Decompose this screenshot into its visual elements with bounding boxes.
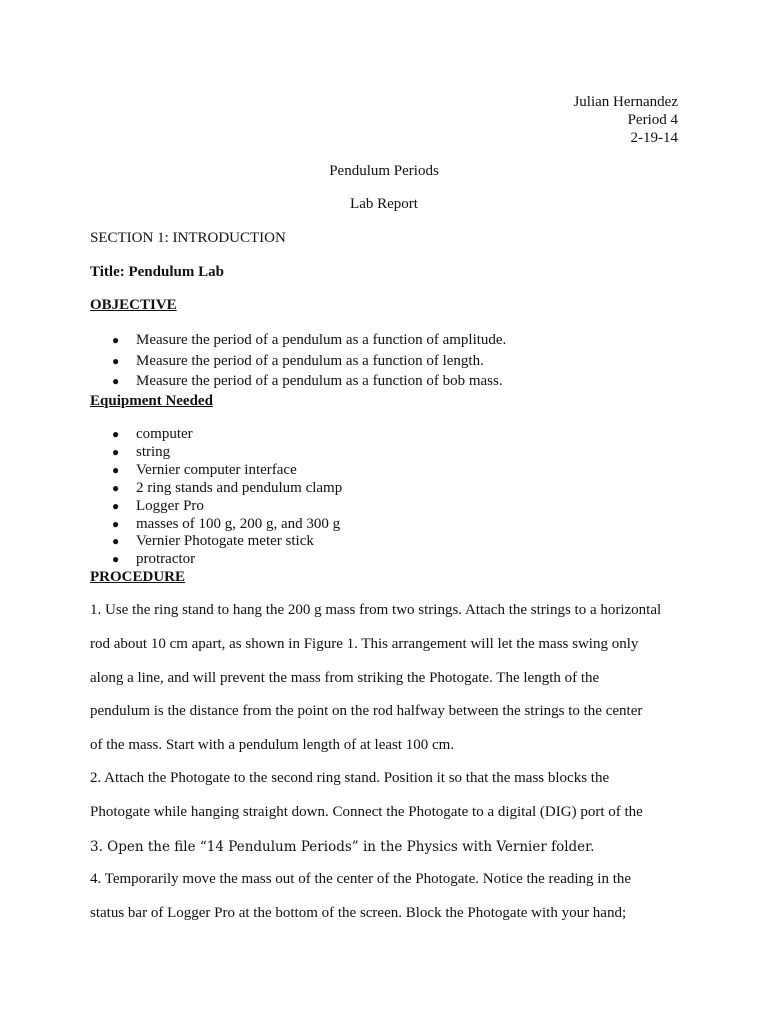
list-item: ● string: [112, 443, 171, 460]
bullet-icon: ●: [112, 552, 120, 567]
procedure-line: 3. Open the file “14 Pendulum Periods” in the Physics with Vernier folder.: [90, 839, 595, 855]
list-item: ● Logger Pro: [112, 497, 204, 514]
document-subtitle: Lab Report: [350, 196, 418, 212]
list-item: ● Vernier computer interface: [112, 461, 297, 478]
bullet-icon: ●: [112, 498, 120, 513]
procedure-heading: PROCEDURE: [90, 569, 186, 585]
author-header: [573, 93, 678, 147]
class-period: Period 4: [627, 112, 678, 128]
objective-heading: OBJECTIVE: [90, 297, 177, 313]
equipment-list: [90, 426, 342, 569]
section-heading: SECTION 1: INTRODUCTION: [90, 230, 286, 246]
procedure-line: rod about 10 cm apart, as shown in Figure 1. This arrangement will let the mass swing only: [90, 636, 639, 652]
procedure-line: status bar of Logger Pro at the bottom of the screen. Block the Photogate with your hand;: [90, 905, 627, 921]
procedure-line: along a line, and will prevent the mass from striking the Photogate. The length of the: [90, 670, 600, 686]
lab-title: Title: Pendulum Lab: [90, 264, 224, 280]
list-item: ● computer: [112, 426, 193, 442]
list-item: ● Vernier Photogate meter stick: [112, 533, 314, 550]
list-item: ● 2 ring stands and pendulum clamp: [112, 479, 343, 496]
bullet-icon: ●: [112, 333, 120, 347]
procedure-line: 2. Attach the Photogate to the second ring stand. Position it so that the mass blocks the: [90, 770, 610, 786]
list-item: ● Measure the period of a pendulum as a function of length.: [90, 351, 506, 372]
list-item: ● protractor: [112, 551, 196, 568]
list-item: ● masses of 100 g, 200 g, and 300 g: [112, 515, 341, 532]
report-date: 2-19-14: [630, 130, 678, 146]
bullet-icon: ●: [112, 444, 120, 459]
procedure-line: Photogate while hanging straight down. Connect the Photogate to a digital (DIG) port of the: [90, 804, 643, 820]
equipment-heading: Equipment Needed: [90, 393, 213, 409]
bullet-icon: ●: [112, 374, 120, 388]
document-title: Pendulum Periods: [329, 163, 439, 179]
procedure-line: pendulum is the distance from the point on the rod halfway between the strings to the center: [90, 703, 643, 719]
bullet-icon: ●: [112, 353, 120, 368]
objective-list: [90, 330, 506, 392]
procedure-line: of the mass. Start with a pendulum length of at least 100 cm.: [90, 737, 455, 753]
list-item: ● Measure the period of a pendulum as a function of bob mass.: [90, 371, 506, 392]
author-name: Julian Hernandez: [573, 94, 678, 110]
bullet-icon: ●: [112, 462, 120, 477]
procedure-line: 4. Temporarily move the mass out of the center of the Photogate. Notice the reading in the: [90, 871, 632, 887]
bullet-icon: ●: [112, 480, 120, 495]
bullet-icon: ●: [112, 534, 120, 549]
procedure-line: 1. Use the ring stand to hang the 200 g mass from two strings. Attach the strings to a horizontal: [90, 602, 662, 618]
bullet-icon: ●: [112, 516, 120, 531]
bullet-icon: ●: [112, 427, 120, 441]
list-item: ● Measure the period of a pendulum as a function of amplitude.: [90, 330, 506, 351]
